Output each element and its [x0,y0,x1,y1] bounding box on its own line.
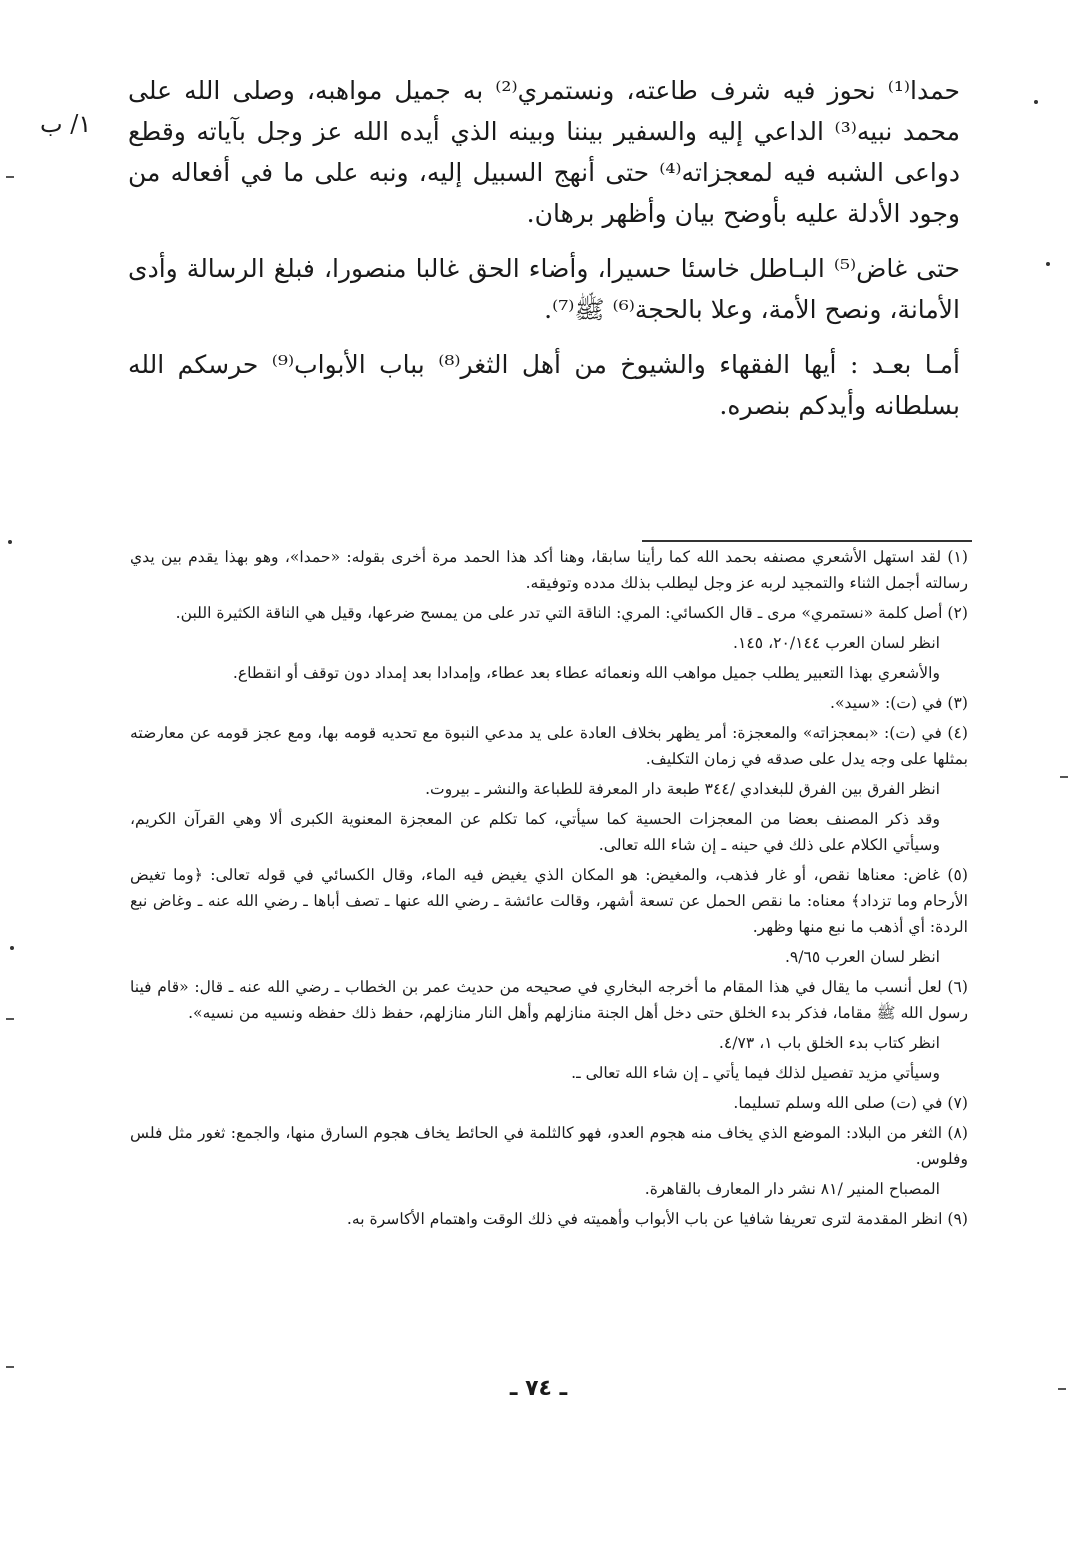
scan-mark [6,1018,14,1020]
footnote-2: (٢) أصل كلمة «نستمري» مرى ـ قال الكسائي: المري: الناقة التي تدر على من يمسح ضرعها، وقيل هي الناقة الكثيرة اللبن. [175,604,968,622]
main-paragraph-2: حتى غاض⁽⁵⁾ البـاطل خاسئا حسيرا، وأضاء الحق غالبا منصورا، فبلغ الرسالة وأدى الأمانة، ونصح الأمة، وعلا بالحجة⁽⁶⁾ ﷺ⁽⁷⁾. [128,254,960,324]
footnote-6-ref: انظر كتاب بدء الخلق باب ١، ٤/٧٣. [718,1034,940,1052]
footnote-8-ref: المصباح المنير /٨١ نشر دار المعارف بالقاهرة. [644,1180,940,1198]
main-paragraph-1: حمدا⁽¹⁾ نحوز فيه شرف طاعته، ونستمري⁽²⁾ به جميل مواهبه، وصلى الله على محمد نبيه⁽³⁾ الداعي إليه والسفير بيننا وبينه الذي أيده الله عز وجل بآياته وقطع دواعى الشبه فيه لمعجزاته⁽⁴⁾ حتى أنهج السبيل إليه، ونبه على ما في أفعاله من وجود الأدلة عليه بأوضح بيان وأظهر برهان. [128,76,960,228]
footnote-4-ref: انظر الفرق بين الفرق للبغدادي /٣٤٤ طبعة دار المعرفة للطباعة والنشر ـ بيروت. [425,780,940,798]
scan-speck [1034,100,1038,104]
footnote-separator [642,540,972,542]
scan-mark [6,176,14,178]
margin-folio-note: ١/ ب [40,110,92,138]
scan-speck [10,946,14,950]
page-number: ـ ٧٤ ـ [509,1376,568,1401]
scan-speck [8,540,12,544]
footnote-5-ref: انظر لسان العرب ٩/٦٥. [784,948,940,966]
scan-speck [1046,262,1050,266]
footnote-9: (٩) انظر المقدمة لترى تعريفا شافيا عن باب الأبواب وأهميته في ذلك الوقت واهتمام الأكاسرة به. [346,1210,968,1228]
footnote-4: (٤) في (ت): «بمعجزاته» والمعجزة: أمر يظهر بخلاف العادة على يد مدعي النبوة مع تحديه قومه بها، ومع عجز قومه عن معارضته بمثلها على وجه يدل على صدقه في زمان التكليف. [130,724,968,768]
footnote-2-note: والأشعري بهذا التعبير يطلب جميل مواهب الله ونعمائه عطاء بعد عطاء، وإمدادا بعد إمداد دون توقف أو انقطاع. [232,664,940,682]
footnote-6: (٦) لعل أنسب ما يقال في هذا المقام ما أخرجه البخاري في صحيحه من حديث عمر بن الخطاب ـ رضي الله عنه ـ قال: «قام فينا رسول الله ﷺ مقاما، فذكر بدء الخلق حتى دخل أهل الجنة منازلهم وأهل النار منازلهم، حفظ ذلك حفظه ونسيه من نسيه». [130,978,968,1022]
footnote-8: (٨) الثغر من البلاد: الموضع الذي يخاف منه هجوم العدو، فهو كالثلمة في الحائط يخاف هجوم السارق منها، والجمع: ثغور مثل فلس وفلوس. [130,1124,968,1168]
footnote-7: (٧) في (ت) صلى الله وسلم تسليما. [733,1094,968,1112]
footnote-6-note: وسيأتي مزيد تفصيل لذلك فيما يأتي ـ إن شاء الله تعالى ـ. [571,1064,940,1082]
footnotes [130,544,968,1236]
scan-mark [1060,776,1068,778]
footnote-2-ref: انظر لسان العرب ٢٠/١٤٤، ١٤٥. [733,634,940,652]
footnote-5: (٥) غاض: معناها نقص، أو غار فذهب، والمغيض: هو المكان الذي يغيض فيه الماء، وقال الكسائي في قوله تعالى: ﴿وما تغيض الأرحام وما تزداد﴾ معناه: ما نقص الحمل عن تسعة أشهر، وقالت عائشة ـ رضي الله عنها ـ تصف أباها ـ رضي الله عنه ـ وغاض نبع الردة: أي أذهب ما نبع منها وظهر. [130,866,968,936]
scan-mark [6,1366,14,1368]
footnote-4-note: وقد ذكر المصنف بعضا من المعجزات الحسية كما سيأتي، كما تكلم عن المعجزة المعنوية الكبرى ألا وهي القرآن الكريم، وسيأتي الكلام على ذلك في حينه ـ إن شاء الله تعالى. [130,810,940,854]
main-text [128,70,960,440]
main-paragraph-3: أمـا بعـد : أيها الفقهاء والشيوخ من أهل الثغر⁽⁸⁾ بباب الأبواب⁽⁹⁾ حرسكم الله بسلطانه وأيدكم بنصره. [128,350,961,420]
footnote-1: (١) لقد استهل الأشعري مصنفه بحمد الله كما رأينا سابقا، وهنا أكد هذا الحمد مرة أخرى بقوله: «حمدا»، وهو بهذا يقدم بين يدي رسالته أجمل الثناء والتمجيد لربه عز وجل ليطلب بذلك مدده وتوفيقه. [130,548,968,592]
scan-mark [1058,1388,1066,1390]
footnote-3: (٣) في (ت): «سيد». [830,694,968,712]
